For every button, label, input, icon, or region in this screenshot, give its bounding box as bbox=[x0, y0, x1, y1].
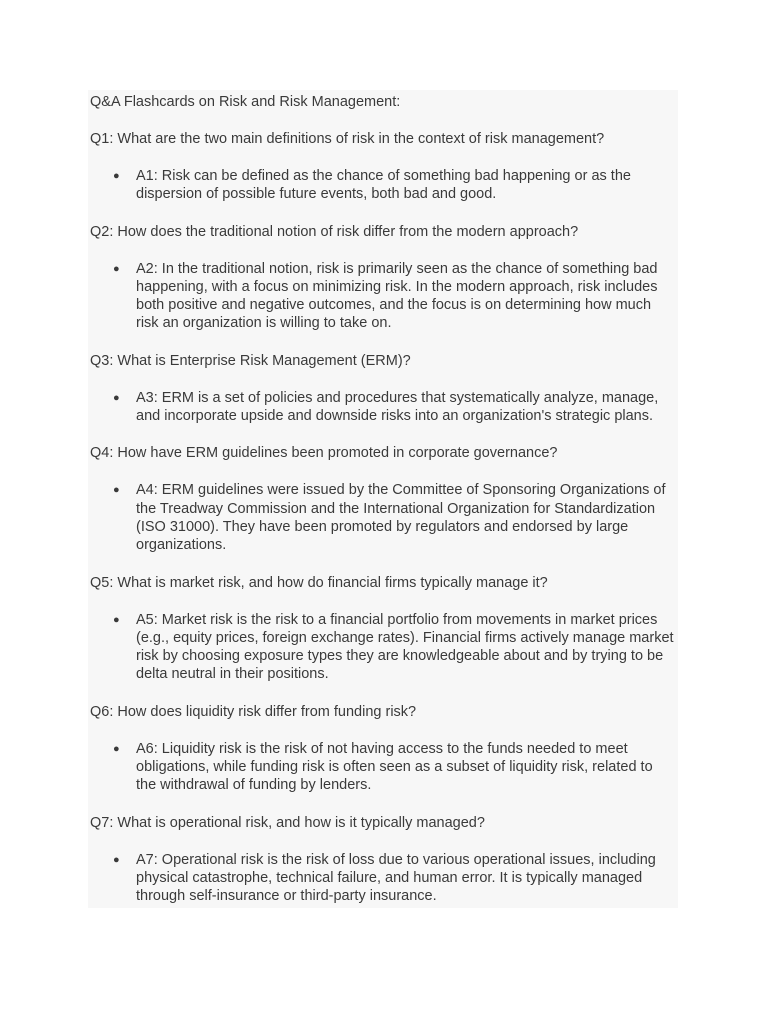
answer-2: A2: In the traditional notion, risk is primarily seen as the chance of something bad happening, with a focus on minimizing risk. In the modern approach, risk includes both positive and negative outcomes, and the focus is on determining how much risk an organization is willing to take on. bbox=[136, 260, 658, 332]
bullet-icon: ● bbox=[113, 853, 120, 866]
answer-7: A7: Operational risk is the risk of loss due to various operational issues, including physical catastrophe, technical failure, and human error. It is typically managed through self-insurance or third-party insurance. bbox=[136, 851, 656, 905]
bullet-icon: ● bbox=[113, 484, 120, 497]
question-2: Q2: How does the traditional notion of risk differ from the modern approach? bbox=[90, 223, 579, 240]
bullet-icon: ● bbox=[113, 170, 120, 182]
answer-4-item bbox=[90, 481, 678, 554]
answer-1-item bbox=[90, 167, 678, 204]
answer-4: A4: ERM guidelines were issued by the Committee of Sponsoring Organizations of the Treadway Commission and the International Organization for Standardization (ISO 31000). They have been promoted by regulators and endorsed by large organizations. bbox=[136, 482, 666, 554]
answer-3: A3: ERM is a set of policies and procedures that systematically analyze, manage, and incorporate upside and downside risks into an organization's strategic plans. bbox=[136, 389, 659, 425]
answer-1: A1: Risk can be defined as the chance of something bad happening or as the dispersion of possible future events, both bad and good. bbox=[136, 168, 631, 203]
flashcards-content bbox=[88, 90, 678, 908]
document-title: Q&A Flashcards on Risk and Risk Management: bbox=[90, 94, 401, 110]
answer-5-item bbox=[90, 611, 678, 684]
answer-2-item bbox=[90, 260, 678, 333]
answer-6-item bbox=[90, 740, 678, 795]
question-5: Q5: What is market risk, and how do financial firms typically manage it? bbox=[90, 574, 548, 591]
bullet-icon: ● bbox=[113, 613, 120, 626]
answer-6: A6: Liquidity risk is the risk of not having access to the funds needed to meet obligations, while funding risk is often seen as a subset of liquidity risk, related to the withdrawal of funding by lenders. bbox=[136, 740, 653, 794]
question-4: Q4: How have ERM guidelines been promoted in corporate governance? bbox=[90, 445, 558, 462]
bullet-icon: ● bbox=[113, 742, 120, 755]
answer-3-item bbox=[90, 389, 678, 426]
question-1: Q1: What are the two main definitions of risk in the context of risk management? bbox=[90, 131, 605, 147]
bullet-icon: ● bbox=[113, 262, 120, 275]
answer-5: A5: Market risk is the risk to a financial portfolio from movements in market prices (e.g., equity prices, foreign exchange rates). Financial firms actively manage market risk by choosing exposure types they are knowledgeable about and by trying to be delta neutral in their positions. bbox=[136, 611, 674, 683]
question-3: Q3: What is Enterprise Risk Management (ERM)? bbox=[90, 352, 411, 369]
bullet-icon: ● bbox=[113, 391, 120, 404]
question-7: Q7: What is operational risk, and how is it typically managed? bbox=[90, 814, 485, 831]
question-6: Q6: How does liquidity risk differ from funding risk? bbox=[90, 703, 417, 720]
answer-7-item bbox=[90, 851, 678, 906]
